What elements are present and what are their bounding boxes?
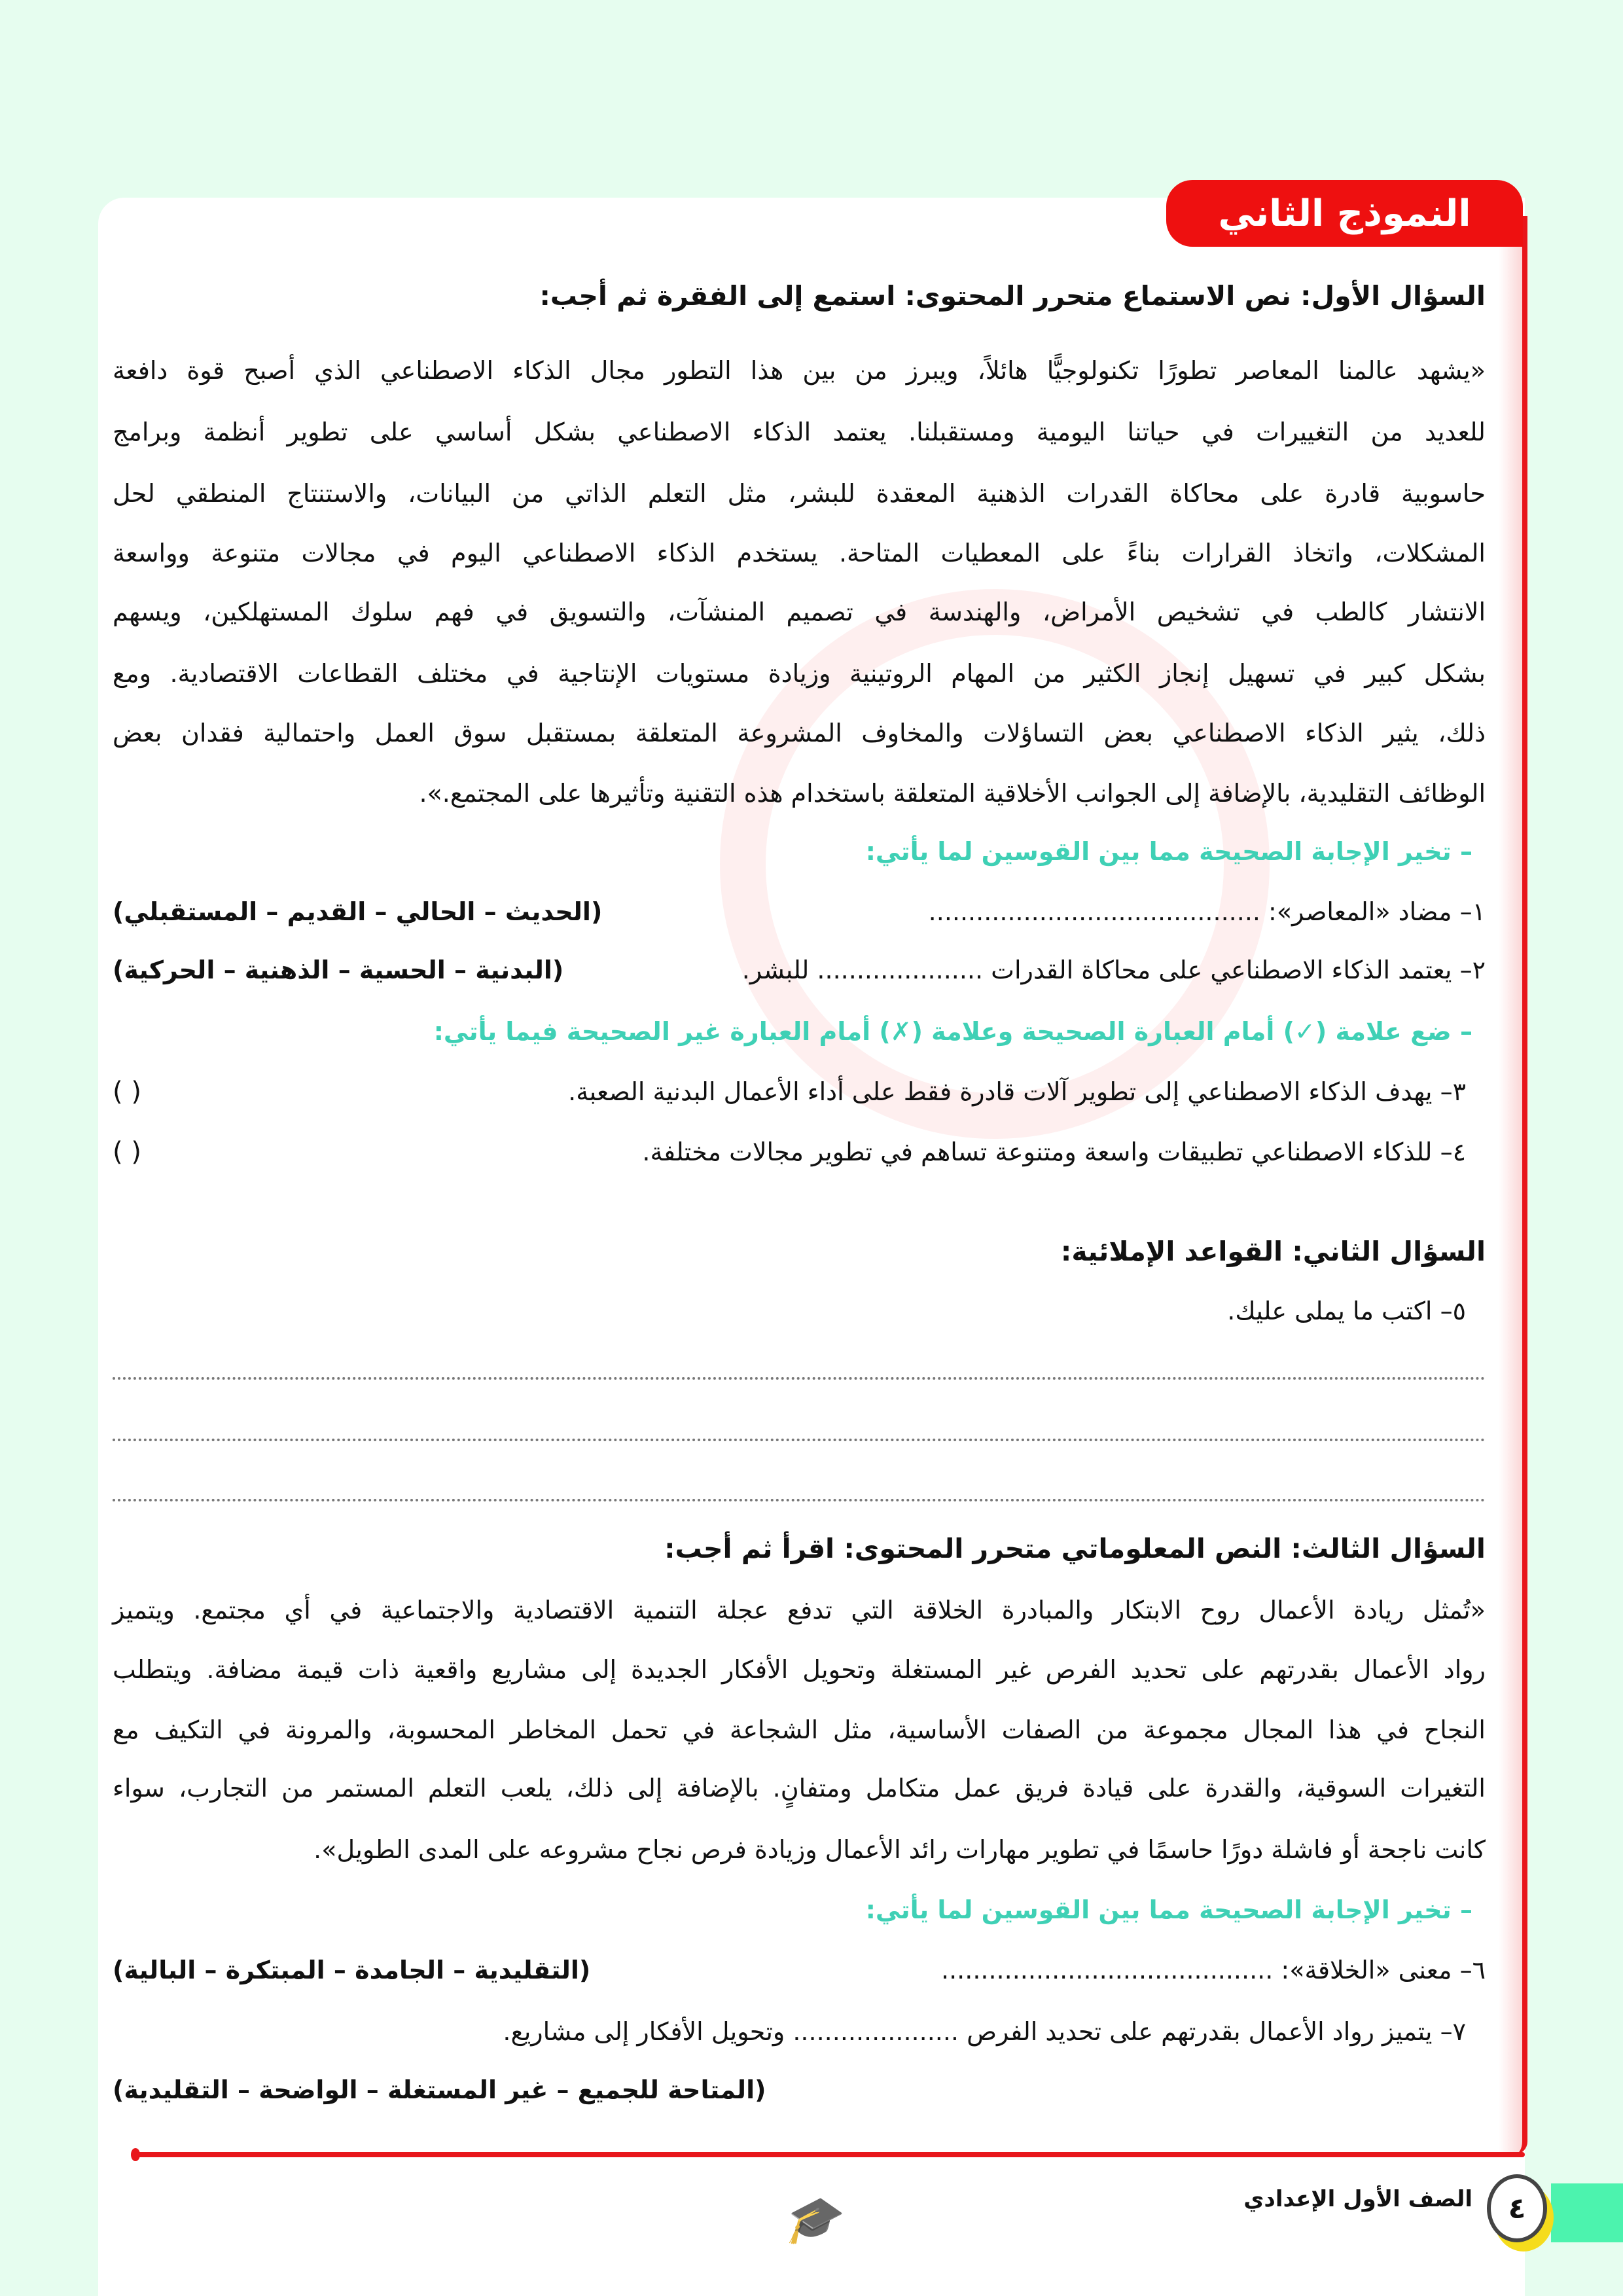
q2-heading: السؤال الثاني: القواعد الإملائية: xyxy=(1060,1236,1486,1267)
q3-para-line: كانت ناجحة أو فاشلة دورًا حاسمًا في تطوير مهارات رائد الأعمال وزيادة فرص نجاح مشروعه على المدى الطويل». xyxy=(313,1835,1486,1864)
page-number: ٤ xyxy=(1487,2174,1547,2242)
item-2-text: ٢– يعتمد الذكاء الاصطناعي على محاكاة القدرات ..................... للبشر. xyxy=(741,956,1486,984)
item-3-answer-box[interactable]: ( ) xyxy=(113,1077,141,1107)
q1-para-line: الانتشار كالطب في تشخيص الأمراض، والهندسة في تصميم المنشآت، والتسويق في فهم سلوك المستهلكين، ويسهم xyxy=(113,598,1486,626)
dictation-line[interactable] xyxy=(113,1377,1486,1380)
item-4 xyxy=(113,1122,1486,1182)
q3-heading: السؤال الثالث: النص المعلوماتي متحرر المحتوى: اقرأ ثم أجب: xyxy=(664,1533,1486,1564)
q1-para-line: حاسوبية قادرة على محاكاة القدرات الذهنية المعقدة للبشر، مثل التعلم الذاتي من البيانات، والاستنتاج المنطقي لحل xyxy=(113,479,1486,508)
q1-para-line: ذلك، يثير الذكاء الاصطناعي بعض التساؤلات والمخاوف المشروعة المتعلقة بمستقبل سوق العمل واحتمالية فقدان بعض xyxy=(113,719,1486,747)
dictation-line[interactable] xyxy=(113,1499,1486,1501)
q3-para-line: «تُمثل ريادة الأعمال روح الابتكار والمبادرة الخلاقة التي تدفع عجلة التنمية الاقتصادية والاجتماعية في أي مجتمع. ويتميز xyxy=(113,1596,1486,1624)
nezakr-logo xyxy=(720,2193,903,2247)
item-3-text: ٣– يهدف الذكاء الاصطناعي إلى تطوير آلات قادرة فقط على أداء الأعمال البدنية الصعبة. xyxy=(568,1077,1466,1106)
q3-para-line: رواد الأعمال بقدرتهم على تحديد الفرص غير المستغلة وتحويل الأفكار الجديدة إلى مشاريع واقعية ذات قيمة مضافة. ويتطلب xyxy=(113,1655,1486,1684)
item-4-text: ٤– للذكاء الاصطناعي تطبيقات واسعة ومتنوعة تساهم في تطوير مجالات مختلفة. xyxy=(642,1138,1466,1166)
item-7: ٧– يتميز رواد الأعمال بقدرتهم على تحديد الفرص ..................... وتحويل الأفكار إلى مشاريع. xyxy=(503,2017,1466,2046)
q3-para-line: التغيرات السوقية، والقدرة على قيادة فريق عمل متكامل ومتفانٍ. بالإضافة إلى ذلك، يلعب التعلم المستمر من التجارب، سواء xyxy=(113,1774,1486,1803)
footer-accent-bar xyxy=(1551,2183,1623,2242)
item-1 xyxy=(113,882,1486,942)
item-6 xyxy=(113,1940,1486,2000)
q1-para-line: المشكلات، واتخاذ القرارات بناءً على المعطيات المتاحة. يستخدم الذكاء الاصطناعي اليوم في مجالات متنوعة وواسعة xyxy=(113,539,1486,567)
item-1-options: (الحديث – الحالي – القديم – المستقبلي) xyxy=(113,897,603,926)
section-title: النموذج الثاني xyxy=(1166,180,1523,247)
q3-choose-instruction: – تخير الإجابة الصحيحة مما بين القوسين لما يأتي: xyxy=(865,1895,1472,1924)
q1-choose-instruction: – تخير الإجابة الصحيحة مما بين القوسين لما يأتي: xyxy=(865,837,1472,866)
q1-mark-instruction: – ضع علامة (✓) أمام العبارة الصحيحة وعلامة (✗) أمام العبارة غير الصحيحة فيما يأتي: xyxy=(433,1017,1472,1046)
item-3 xyxy=(113,1062,1486,1122)
item-6-text: ٦– معنى «الخلاقة»: .......................................... xyxy=(941,1956,1486,1984)
q1-heading: السؤال الأول: نص الاستماع متحرر المحتوى: استمع إلى الفقرة ثم أجب: xyxy=(539,280,1486,312)
item-5: ٥– اكتب ما يملى عليك. xyxy=(1227,1297,1466,1325)
item-2 xyxy=(113,940,1486,1000)
item-2-options: (البدنية – الحسية – الذهنية – الحركية) xyxy=(113,956,564,984)
red-frame xyxy=(1499,216,1527,2155)
item-7-options: (المتاحة للجميع – غير المستغلة – الواضحة – التقليدية) xyxy=(113,2075,766,2104)
item-1-text: ١– مضاد «المعاصر»: .......................................... xyxy=(928,897,1486,926)
bottom-divider xyxy=(134,2152,1525,2157)
q1-para-line: «يشهد عالمنا المعاصر تطورًا تكنولوجيًّا هائلاً، ويبرز من بين هذا التطور مجال الذكاء الاصطناعي الذي أصبح قوة دافعة xyxy=(113,356,1486,385)
q3-para-line: النجاح في هذا المجال مجموعة من الصفات الأساسية، مثل الشجاعة في تحمل المخاطر المحسوبة، والمرونة في التكيف مع xyxy=(113,1715,1486,1744)
divider-end-dot xyxy=(131,2148,140,2161)
q1-para-line: بشكل كبير في تسهيل إنجاز الكثير من المهام الروتينية وزيادة مستويات الإنتاجية في مختلف القطاعات الاقتصادية. ومع xyxy=(113,659,1486,688)
item-4-answer-box[interactable]: ( ) xyxy=(113,1137,141,1167)
item-6-options: (التقليدية – الجامدة – المبتكرة – البالية) xyxy=(113,1956,591,1984)
q1-para-line: للعديد من التغييرات في حياتنا اليومية ومستقبلنا. يعتمد الذكاء الاصطناعي بشكل أساسي على تطوير أنظمة وبرامج xyxy=(113,418,1486,446)
graduation-cap-icon: 🎓 xyxy=(783,2193,840,2246)
item-7-options-row xyxy=(113,2060,1486,2120)
q1-para-line: الوظائف التقليدية، بالإضافة إلى الجوانب الأخلاقية المتعلقة باستخدام هذه التقنية وتأثيرها على المجتمع.». xyxy=(419,779,1486,808)
grade-label: الصف الأول الإعدادي xyxy=(1243,2186,1472,2212)
dictation-line[interactable] xyxy=(113,1439,1486,1441)
